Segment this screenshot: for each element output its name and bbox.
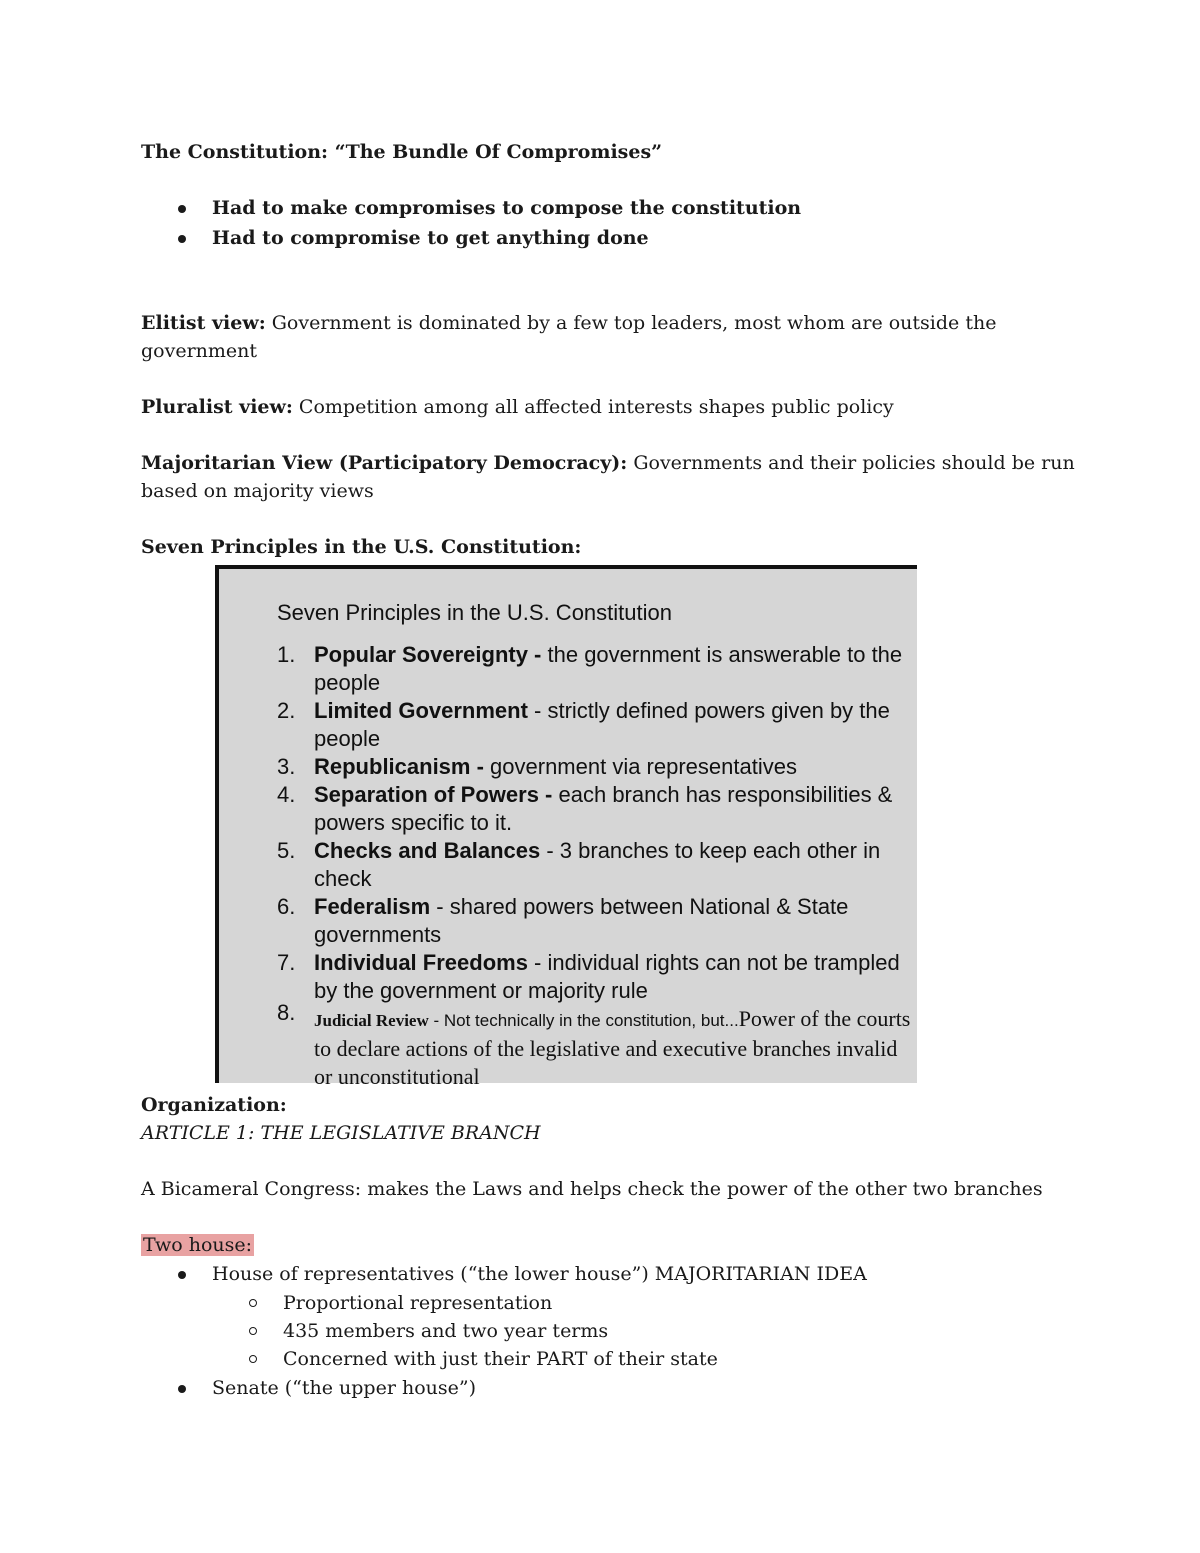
elitist-text: Government is dominated by a few top leaders, most whom are outside the government xyxy=(141,312,997,362)
principle-desc: - strictly defined powers given by the people xyxy=(314,698,890,751)
pluralist-label: Pluralist view: xyxy=(141,396,293,418)
principle-number: 2. xyxy=(277,698,296,723)
principle-item xyxy=(277,697,917,753)
principle-name: Limited Government xyxy=(314,698,528,723)
highlighted-text: Two house: xyxy=(143,1234,253,1256)
box-title: Seven Principles in the U.S. Constitution xyxy=(277,600,672,625)
principle-name: Individual Freedoms xyxy=(314,950,528,975)
principle-item xyxy=(277,641,917,697)
list-item: Had to make compromises to compose the constitution xyxy=(141,193,1081,223)
elitist-paragraph xyxy=(141,309,1081,365)
principle-desc: - shared powers between National & State governments xyxy=(314,894,849,947)
title-bullet-list xyxy=(141,193,1081,253)
principle-desc: - individual rights can not be trampled by the government or majority rule xyxy=(314,950,900,1003)
principle-number: 8. xyxy=(277,1000,296,1025)
principle-number: 1. xyxy=(277,642,296,667)
principle-number: 7. xyxy=(277,950,296,975)
majoritarian-label: Majoritarian View (Participatory Democracy): xyxy=(141,452,628,474)
principle-item xyxy=(277,753,917,781)
list-item: Had to compromise to get anything done xyxy=(141,223,1081,253)
principle-item xyxy=(277,1000,917,1091)
list-item: Proportional representation xyxy=(212,1289,1081,1317)
bicameral-paragraph: A Bicameral Congress: makes the Laws and helps check the power of the other two branches xyxy=(141,1178,1043,1200)
list-item: 435 members and two year terms xyxy=(212,1317,1081,1345)
principle-desc: each branch has responsibilities & powers specific to it. xyxy=(314,782,893,835)
principle-note: - Not technically in the constitution, but... xyxy=(428,1011,739,1030)
house-sub-list xyxy=(212,1289,1081,1373)
principle-name: Federalism xyxy=(314,894,431,919)
principle-item xyxy=(277,949,917,1005)
elitist-label: Elitist view: xyxy=(141,312,266,334)
majoritarian-text: Governments and their policies should be run based on majority views xyxy=(141,452,1075,502)
pluralist-text: Competition among all affected interests shapes public policy xyxy=(292,396,894,418)
principle-item xyxy=(277,781,917,837)
article-1-heading: ARTICLE 1: THE LEGISLATIVE BRANCH xyxy=(141,1122,541,1144)
seven-principles-heading: Seven Principles in the U.S. Constitution: xyxy=(141,536,582,558)
principle-name: Popular Sovereignty - xyxy=(314,642,542,667)
pluralist-paragraph xyxy=(141,393,1081,421)
principle-desc: government via representatives xyxy=(483,754,797,779)
list-item xyxy=(141,1259,1081,1373)
house-label: House of representatives (“the lower house”) MAJORITARIAN IDEA xyxy=(212,1263,867,1285)
principle-number: 5. xyxy=(277,838,296,863)
principle-number: 4. xyxy=(277,782,296,807)
list-item: Concerned with just their PART of their state xyxy=(212,1345,1081,1373)
principle-item xyxy=(277,837,917,893)
document-page xyxy=(141,138,1081,1403)
doc-title: The Constitution: “The Bundle Of Compromises” xyxy=(141,141,663,163)
principle-name: Separation of Powers - xyxy=(314,782,553,807)
seven-principles-image xyxy=(215,565,917,1089)
organization-heading: Organization: xyxy=(141,1094,287,1116)
house-label: Senate (“the upper house”) xyxy=(212,1377,476,1399)
list-item xyxy=(141,1373,1081,1403)
principle-desc: Power of the courts to declare actions of the legislative and executive branches invalid or unconstitutional xyxy=(314,1006,911,1089)
principle-name: Judicial Review xyxy=(314,1011,429,1030)
principle-name: Checks and Balances xyxy=(314,838,541,863)
houses-list xyxy=(141,1259,1081,1403)
two-house-line xyxy=(141,1231,1081,1259)
principle-desc: the government is answerable to the people xyxy=(314,642,903,695)
principles-list xyxy=(277,641,917,1091)
principle-name: Republicanism - xyxy=(314,754,484,779)
principle-desc: - 3 branches to keep each other in check xyxy=(314,838,881,891)
principle-item xyxy=(277,893,917,949)
principle-number: 6. xyxy=(277,894,296,919)
principle-number: 3. xyxy=(277,754,296,779)
majoritarian-paragraph xyxy=(141,449,1081,505)
